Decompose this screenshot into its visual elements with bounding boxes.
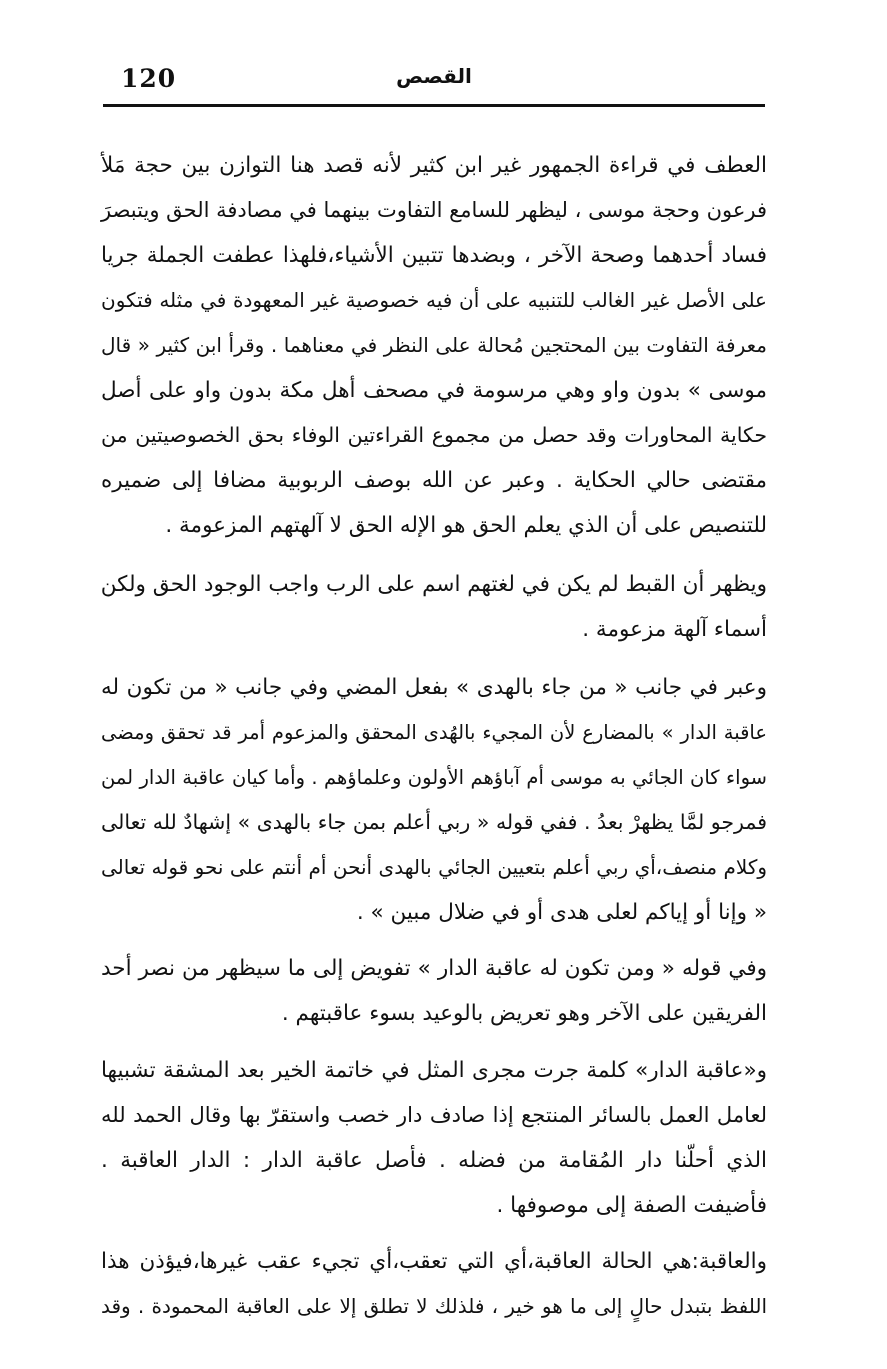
text-line: وعبر في جانب « من جاء بالهدى » بفعل المضي وفي جانب « من تكون له	[101, 675, 767, 700]
text-line: ويظهر أن القبط لم يكن في لغتهم اسم على الرب واجب الوجود الحق ولكن	[100, 572, 767, 597]
text-line: على الأصل غير الغالب للتنبيه على أن فيه خصوصية غير المعهودة في مثله فتكون	[101, 288, 767, 312]
text-line: فساد أحدهما وصحة الآخر ، وبضدها تتبين الأشياء،فلهذا عطفت الجملة جريا	[101, 243, 767, 268]
paragraph-4	[101, 946, 767, 1036]
text-line: وفي قوله « ومن تكون له عاقبة الدار » تفويض إلى ما سيظهر من نصر أحد	[101, 956, 767, 981]
text-line: الفريقين على الآخر وهو تعريض بالوعيد بسوء عاقبتهم .	[281, 1001, 767, 1026]
text-line: مقتضى حالي الحكاية . وعبر عن الله بوصف الربوبية مضافا إلى ضميره	[101, 468, 767, 493]
text-line: موسى » بدون واو وهي مرسومة في مصحف أهل مكة بدون واو على أصل	[101, 378, 767, 403]
paragraph-1	[101, 143, 767, 548]
text-line: حكاية المحاورات وقد حصل من مجموع القراءتين الوفاء بحق الخصوصيتين من	[101, 423, 767, 447]
paragraph-2	[101, 562, 767, 652]
text-line: لعامل العمل بالسائر المنتجع إذا صادف دار خصب واستقرّ بها وقال الحمد لله	[101, 1103, 767, 1127]
body-text	[101, 143, 767, 1329]
text-line: فأضيفت الصفة إلى موصوفها .	[496, 1193, 767, 1218]
paragraph-3	[101, 665, 767, 935]
text-line: فمرجو لمَّا يظهرْ بعدُ . ففي قوله « ربي أعلم بمن جاء بالهدى » إشهادٌ لله تعالى	[101, 810, 767, 834]
text-line: و«عاقبة الدار» كلمة جرت مجرى المثل في خاتمة الخير بعد المشقة تشبيها	[101, 1058, 767, 1083]
header-divider	[103, 104, 765, 107]
text-line: أسماء آلهة مزعومة .	[582, 617, 767, 642]
text-line: فرعون وحجة موسى ، ليظهر للسامع التفاوت بينهما في مصادفة الحق ويتبصرَ	[101, 198, 767, 222]
text-line: اللفظ بتبدل حالٍ إلى ما هو خير ، فلذلك لا تطلق إلا على العاقبة المحمودة . وقد	[101, 1294, 767, 1318]
text-line: للتنصيص على أن الذي يعلم الحق هو الإله الحق لا آلهتهم المزعومة .	[165, 513, 767, 538]
paragraph-6	[101, 1239, 767, 1329]
text-line: سواء كان الجائي به موسى أم آباؤهم الأولون وعلماؤهم . وأما كيان عاقبة الدار لمن	[101, 766, 767, 789]
text-line: وكلام منصف،أي ربي أعلم بتعيين الجائي بالهدى أنحن أم أنتم على نحو قوله تعالى	[101, 855, 767, 879]
paragraph-5	[101, 1048, 767, 1228]
text-line: معرفة التفاوت بين المحتجين مُحالة على النظر في معناهما . وقرأ ابن كثير « قال	[101, 333, 767, 357]
page-header	[103, 62, 765, 102]
running-title: القصص	[396, 64, 472, 88]
text-line: الذي أحلّنا دار المُقامة من فضله . فأصل عاقبة الدار : الدار العاقبة .	[101, 1148, 767, 1173]
text-line: والعاقبة:هي الحالة العاقبة،أي التي تعقب،أي تجيء عقب غيرها،فيؤذن هذا	[101, 1249, 767, 1274]
text-line: العطف في قراءة الجمهور غير ابن كثير لأنه قصد هنا التوازن بين حجة مَلأ	[101, 153, 767, 178]
text-line: عاقبة الدار » بالمضارع لأن المجيء بالهُدى المحقق والمزعوم أمر قد تحقق ومضى	[101, 721, 767, 744]
page-number: 120	[121, 64, 177, 93]
text-line: « وإنا أو إياكم لعلى هدى أو في ضلال مبين » .	[356, 900, 767, 925]
